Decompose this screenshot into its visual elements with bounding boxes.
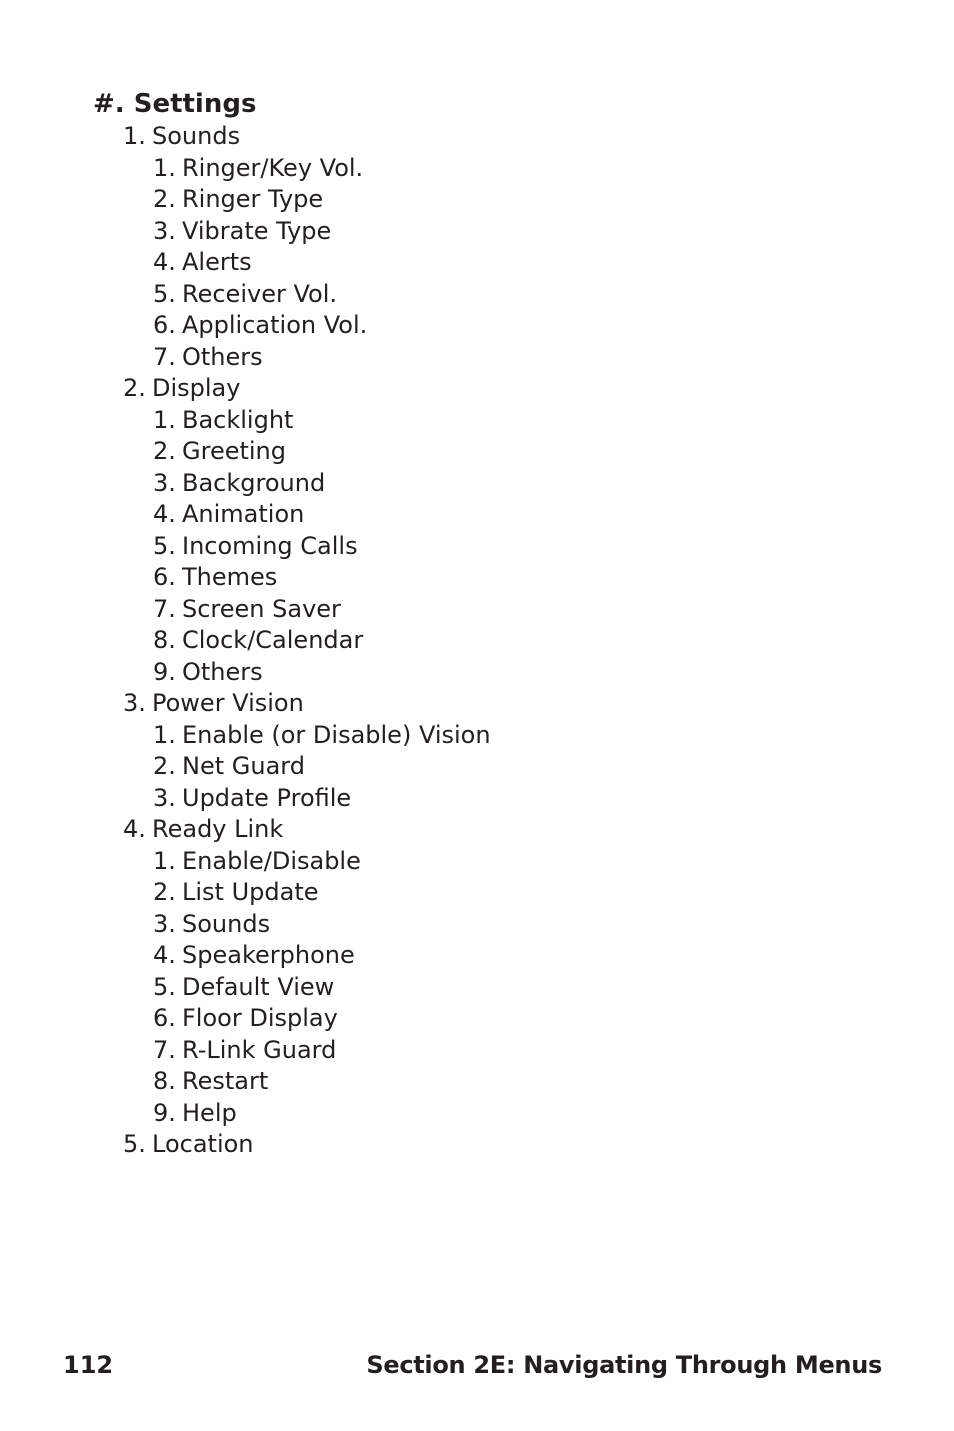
menu-item-number: 6.: [153, 563, 176, 591]
menu-item-label: Alerts: [182, 248, 252, 276]
menu-item-number: 1.: [153, 153, 176, 182]
menu-item-number: 6.: [153, 1004, 176, 1032]
menu-item-label: Application Vol.: [182, 311, 368, 339]
menu-item-label: Speakerphone: [182, 941, 355, 969]
menu-item-number: 4.: [153, 248, 176, 276]
page-heading: #. Settings: [93, 89, 257, 119]
menu-item-number: 2.: [153, 185, 176, 213]
menu-item-number: 7.: [153, 1035, 176, 1064]
menu-item-number: 1.: [153, 846, 176, 875]
menu-item-number: 7.: [153, 594, 176, 623]
section-title: Section 2E: Navigating Through Menus: [366, 1351, 882, 1379]
menu-item-label: Restart: [182, 1067, 269, 1095]
menu-item-number: 2.: [153, 437, 176, 465]
menu-item-label: R-Link Guard: [182, 1035, 337, 1064]
menu-item-number: 3.: [123, 689, 146, 717]
menu-item-number: 4.: [123, 815, 146, 843]
menu-item-number: 3.: [153, 468, 176, 497]
menu-item-number: 2.: [153, 878, 176, 906]
menu-item-label: Animation: [182, 500, 305, 528]
menu-item-label: Others: [182, 657, 263, 686]
menu-item-label: Sounds: [182, 909, 271, 938]
menu-item-label: Greeting: [182, 437, 286, 465]
menu-item-label: Power Vision: [152, 689, 304, 717]
menu-item-number: 3.: [153, 216, 176, 245]
menu-item-label: Incoming Calls: [182, 531, 358, 560]
menu-item-label: Default View: [182, 972, 335, 1001]
menu-item-label: Vibrate Type: [182, 216, 332, 245]
menu-item-label: Others: [182, 342, 263, 371]
menu-item-label: Screen Saver: [182, 594, 341, 623]
menu-item-number: 9.: [153, 657, 176, 686]
menu-item-label: Clock/Calendar: [182, 626, 364, 654]
menu-item-number: 8.: [153, 1067, 176, 1095]
page-number: 112: [63, 1351, 114, 1379]
menu-item-number: 4.: [153, 941, 176, 969]
menu-item-number: 3.: [153, 909, 176, 938]
menu-item-number: 5.: [153, 531, 176, 560]
menu-item-number: 5.: [153, 972, 176, 1001]
menu-item-label: Floor Display: [182, 1004, 338, 1032]
menu-item-number: 2.: [153, 752, 176, 780]
menu-item-label: Update Profile: [182, 783, 352, 812]
menu-item-number: 2.: [123, 374, 146, 402]
menu-item-label: Themes: [182, 563, 278, 591]
menu-item-number: 1.: [153, 720, 176, 749]
menu-item-number: 7.: [153, 342, 176, 371]
menu-item-label: Receiver Vol.: [182, 279, 337, 308]
menu-item-number: 8.: [153, 626, 176, 654]
menu-item-label: Display: [152, 374, 241, 402]
menu-item-number: 6.: [153, 311, 176, 339]
menu-item-label: Ringer Type: [182, 185, 324, 213]
menu-item-label: Backlight: [182, 405, 294, 434]
menu-item-label: Sounds: [152, 122, 241, 150]
menu-item-number: 1.: [123, 122, 146, 150]
menu-item-label: Net Guard: [182, 752, 305, 780]
menu-item-number: 1.: [153, 405, 176, 434]
menu-item-label: Ready Link: [152, 815, 284, 843]
menu-item-label: Enable/Disable: [182, 846, 361, 875]
menu-item-number: 3.: [153, 783, 176, 812]
menu-item-number: 4.: [153, 500, 176, 528]
menu-item-number: 5.: [123, 1130, 146, 1158]
menu-item-number: 5.: [153, 279, 176, 308]
menu-item-label: Enable (or Disable) Vision: [182, 720, 491, 749]
menu-item-number: 9.: [153, 1098, 176, 1127]
menu-item-label: Background: [182, 468, 326, 497]
menu-item-label: Location: [152, 1130, 254, 1158]
menu-item-label: List Update: [182, 878, 319, 906]
menu-item-label: Ringer/Key Vol.: [182, 153, 364, 182]
menu-item-label: Help: [182, 1098, 237, 1127]
